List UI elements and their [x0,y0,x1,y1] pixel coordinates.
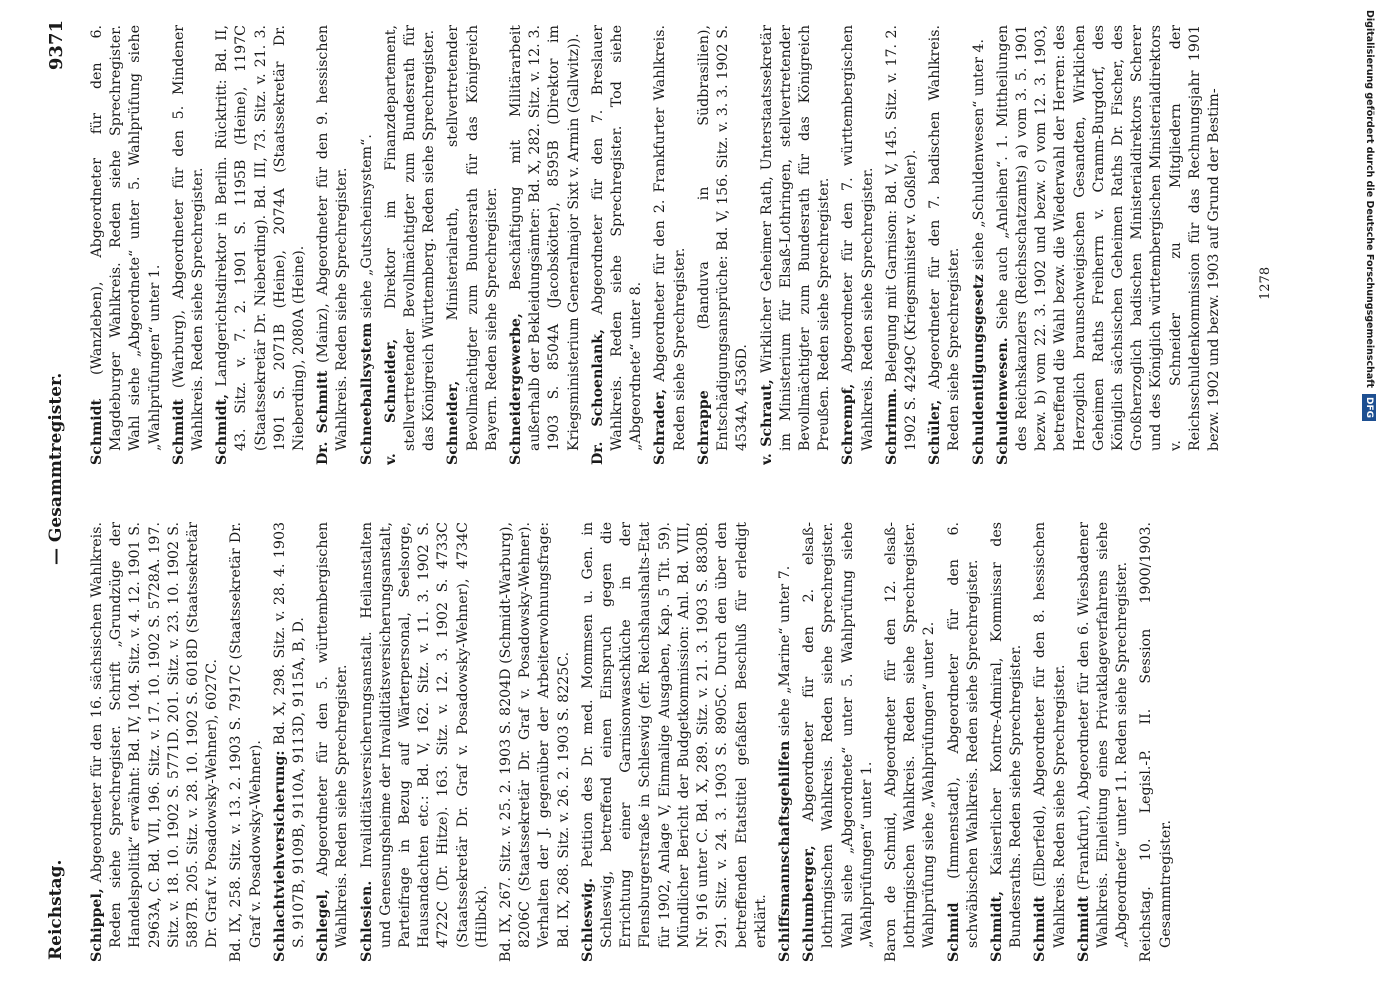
entry-text: Abgeordneter für den 7. Breslauer Wahlkreis. Reden siehe Sprechregister. Tod siehe „Abgeordnete“ unter 8. [589,25,645,451]
entry-text: Landgerichtsdirektor in Berlin. Rücktritt: Bd. II, 43. Sitz. v. 7. 2. 1901 S. 1195B (Heine), 1197C (Staatssekretär Dr. Nieberding). Bd. III, 73. Sitz. v. 21. 3. 1901 S. 2071B (Heine), 2074A (Staatssekretär Dr. Nieberding), 2080A (Heine). [214,25,308,451]
register-entry [1031,522,1069,962]
entry-keyword: Schlegel, [315,889,332,962]
dfg-badge: DFG [1362,394,1376,421]
entry-text: Abgeordneter für den 5. württembergischen Wahlkreis. Reden siehe Sprechregister. [315,522,351,948]
entry-keyword: Schneeballsystem [358,322,375,465]
entry-text: (Banduva in Südbrasilien), Entschädigungsansprüche: Bd. V, 156. Sitz. v. 3. 3. 1902 S. 4534A, 4536D. [695,25,751,451]
entry-keyword: v. Schraut, [758,379,775,465]
register-entry [926,25,964,465]
entry-text: Bd. X, 298. Sitz. v. 28. 4. 1903 S. 9107B, 9109B, 9110A, 9113D, 9115A, B, D. [271,522,308,948]
register-entry [271,522,309,962]
entry-text: Bd. IX, 258. Sitz. v. 13. 2. 1903 S. 7917C (Staatssekretär Dr. Graf v. Posadowsky-Wehner). [228,522,264,962]
entry-keyword: Schlesien. [358,880,375,962]
entry-text: Abgeordneter für den 7. württembergischen Wahlkreis. Reden siehe Sprechregister. [840,25,876,451]
register-entry [994,25,1224,465]
entry-keyword: Schlachtviehversicherung: [271,750,288,962]
entry-keyword: Schmid [945,902,962,962]
entry-text: Abgeordneter für den 2. elsaß-lothringischen Wahlkreis. Reden siehe Sprechregister. Wahl siehe „Abgeordnete“ unter 5. Wahlprüfung siehe „Wahlprüfungen“ unter 1. [801,522,875,948]
entry-text: (Frankfurt), Abgeordneter für den 6. Wiesbadener Wahlkreis. Einleitung eines Privatklageverfahrens siehe „Abgeordnete“ unter 11. Reden siehe Sprechregister. [1075,522,1131,948]
entry-keyword: Schmidt, [214,393,231,465]
entry-keyword: Schüler, [927,399,944,465]
entry-text: Beschäftigung mit Militärarbeit außerhalb der Bekleidungsämter: Bd. X, 282. Sitz. v. 12. 3. 1903 S. 8504A (Jacobskötter), 8595B (Direktor im Kriegsministerium Generalmajor Sixt v. Armin (Gallwitz)). [508,25,582,451]
entry-text: Bd. IX, 267. Sitz. v. 25. 2. 1903 S. 8204D (Schmidt-Warburg), 8206C (Staatssekretär Dr. Graf v. Posadowsky-Wehner). Verhalten der J. gegenüber der Arbeiterwohnungsfrage: Bd. IX, 268. Sitz. v. 26. 2. 1903 S. 8225C. [498,522,572,962]
bottom-page-number: 1278 [1258,266,1273,300]
register-entry [88,522,222,962]
entry-text: Kaiserlicher Kontre-Admiral, Kommissar des Bundesraths. Reden siehe Sprechregister. [988,522,1025,948]
entry-keyword: Dr. Schoenlank, [589,328,606,465]
header-left: Reichstag. [46,859,66,960]
running-header [36,20,76,960]
entry-text: Petition des Dr. med. Mommsen u. Gen. in Schleswig, betreffend einen Einspruch gegen die Errichtung einer Garnisonwaschküche in der Flensburgerstraße in Schleswig (efr. Reichshaushalts-Etat für 1902, Anlage V, Einmalige Ausgaben, Kap. 5 Tit. 59). Mündlicher Bericht der Budgetkommission: Anl. Bd. VIII, Nr. 916 unter C. Bd. X, 289. Sitz. v. 21. 3. 1903 S. 8830B. 291. Sitz. v. 24. 3. 1903 S. 8905C. Durch den über den betreffenden Etatstitel gefaßten Beschluß für erledigt erklärt. [579,522,769,948]
entry-keyword: Schleswig. [579,877,596,962]
digitization-stamp [1362,10,1376,990]
register-entry [970,25,989,465]
register-entry [213,25,309,465]
register-entry [776,522,795,962]
register-entry [579,522,771,962]
entry-keyword: Schmidt [89,398,105,465]
register-entry [882,522,940,962]
entry-keyword: Schuldentilgungsgesetz [970,274,987,465]
register-entry [651,25,689,465]
entry-text: Wirklicher Geheimer Rath, Unterstaatssekretär im Ministerium für Elsaß-Lothringen, stellvertretender Bevollmächtigter zum Bundesrath für das Königreich Preußen. Reden siehe Sprechregister. [758,25,833,451]
header-center: — Gesammtregister. [46,372,66,565]
entry-keyword: Schlumberger, [801,845,818,962]
entry-text: (Warburg), Abgeordneter für den 5. Mindener Wahlkreis. Reden siehe Sprechregister. [170,25,207,451]
entry-text: (Mainz), Abgeordneter für den 9. hessischen Wahlkreis. Reden siehe Sprechregister. [315,25,351,451]
entry-text: Reichstag. 10. Legisl.-P. II. Session 1900/1903. Gesammtregister. [1138,522,1174,962]
entry-text: Abgeordneter für den 16. sächsischen Wahlkreis. Reden siehe Sprechregister. Schrift „Grundzüge der Handelspolitik“ erwähnt: Bd. IV, 104. Sitz. v. 4. 12. 1901 S. 2963A, C. Bd. VII, 196. Sitz. v. 17. 10. 1902 S. 5728A. 197. Sitz. v. 18. 10. 1902 S. 5771D. 201. Sitz. v. 23. 10. 1902 S. 5887B. 205. Sitz. v. 28. 10. 1902 S. 6018D (Staatssekretär Dr. Graf v. Posadowsky-Wehner), 6027C. [89,522,221,948]
entry-keyword: Schiffsmannschaftsgehilfen [776,740,793,962]
register-entry [589,25,647,465]
entry-keyword: Schrappe [695,390,712,465]
entry-keyword: Schneider, [445,380,462,465]
register-entry [1137,522,1175,962]
entry-text: Ministerialrath, stellvertretender Bevollmächtigter zum Bundesrath für das Königreich Bayern. Reden siehe Sprechregister. [445,25,500,451]
register-entry [497,522,574,962]
stamp-text: Digitalisierung gefördert durch die Deutsche Forschungsgemeinschaft [1364,10,1375,388]
entry-text: Baron de Schmid, Abgeordneter für den 12. elsaß-lothringischen Wahlkreis. Reden siehe Sprechregister. Wahlprüfung siehe „Wahlprüfungen“ unter 2. [882,522,938,962]
register-entry [358,522,492,962]
register-entry [695,25,753,465]
entry-keyword: Schmidt [1075,895,1092,962]
entry-keyword: Dr. Schmitt [315,370,332,465]
entry-text: Abgeordneter für den 7. badischen Wahlkreis. Reden siehe Sprechregister. [927,25,963,451]
entry-keyword: Schneidergewerbe, [508,313,525,465]
right-column [88,25,1268,465]
entry-text: Direktor im Finanzdepartement, stellvertretender Bevollmächtigter zum Bundesrath für das Königreich Württemberg. Reden siehe Sprechregister. [382,25,438,451]
register-entry [883,25,921,465]
entry-keyword: v. Schneider, [382,338,399,465]
register-entry [988,522,1026,962]
register-entry [800,522,877,962]
entry-text: Abgeordneter für den 2. Frankfurter Wahlkreis. Reden siehe Sprechregister. [652,25,688,451]
entry-text: Belegung mit Garnison: Bd. V, 145. Sitz. v. 17. 2. 1902 S. 4249C (Kriegsminister v. Goßler). [883,25,919,451]
entry-keyword: Schrimm. [883,387,900,465]
entry-text: siehe „Gutscheinsystem“. [358,134,375,319]
entry-keyword: Schuldenwesen. [994,337,1011,465]
entry-keyword: Schrader, [652,388,669,465]
register-entry [1075,522,1133,962]
entry-keyword: Schrempf, [840,383,857,465]
register-entry [507,25,584,465]
entry-keyword: Schippel, [89,888,105,962]
entry-text: Invaliditätsversicherungsanstalt. Heilanstalten und Genesungsheime der Invaliditätsversicherungsanstalt, Parteifrage in Bezug auf Wärterpersonal, Seelsorge, Hausandachten etc.: Bd. V, 162. Sitz. v. 11. 3. 1902 S. 4722C (Dr. Hitze). 163. Sitz. v. 12. 3. 1902 S. 4733C (Staatssekretär Dr. Graf v. Posadowsky-Wehner), 4734C (Hilbck). [358,522,490,948]
register-entry [358,25,377,465]
register-entry [839,25,877,465]
entry-text: (Wanzleben), Abgeordneter für den 6. Magdeburger Wahlkreis. Reden siehe Sprechregister. Wahl siehe „Abgeordnete“ unter 5. Wahlprüfung siehe „Wahlprüfungen“ unter 1. [89,25,163,451]
register-entry [88,25,165,465]
entry-text: (Immenstadt), Abgeordneter für den 6. schwäbischen Wahlkreis. Reden siehe Sprechregister. [945,522,981,948]
register-entry [382,25,440,465]
entry-keyword: Schmidt [1032,895,1049,962]
left-column [88,522,1268,962]
register-entry [945,522,983,962]
register-entry [444,25,502,465]
entry-text: Siehe auch „Anleihen“. 1. Mittheilungen des Reichskanzlers (Reichsschatzamts) a) vom 3. 5. 1901 bezw. b) vom 22. 3. 1902 und bezw. c) vom 12. 3. 1903, betreffend die Wahl bezw. die Wiederwahl der Herren: des Herzoglich braunschweigischen Gesandten, Wirklichen Geheimen Raths Freiherrn v. Cramm-Burgdorf, des Königlich sächsischen Geheimen Raths Dr. Fischer, des Großherzoglich badischen Ministerialdirektors Scherer und des Königlich württembergischen Ministerialdirektors v. Schneider zu Mitgliedern der Reichsschuldenkommission für das Rechnungsjahr 1901 bezw. 1902 und bezw. 1903 auf Grund der Bestim- [994,25,1222,451]
entry-keyword: Schmidt, [988,890,1005,962]
register-entry [758,25,835,465]
entry-keyword: Schmidt [170,398,187,465]
register-entry [314,522,352,962]
register-entry [314,25,352,465]
entry-text: (Elberfeld), Abgeordneter für den 8. hessischen Wahlkreis. Reden siehe Sprechregister. [1032,522,1068,948]
register-entry [227,522,265,962]
register-entry [170,25,208,465]
entry-text: siehe „Marine“ unter 7. [776,565,793,737]
page-number: 9371 [46,20,67,71]
entry-text: siehe „Schuldenwesen“ unter 4. [970,38,987,270]
